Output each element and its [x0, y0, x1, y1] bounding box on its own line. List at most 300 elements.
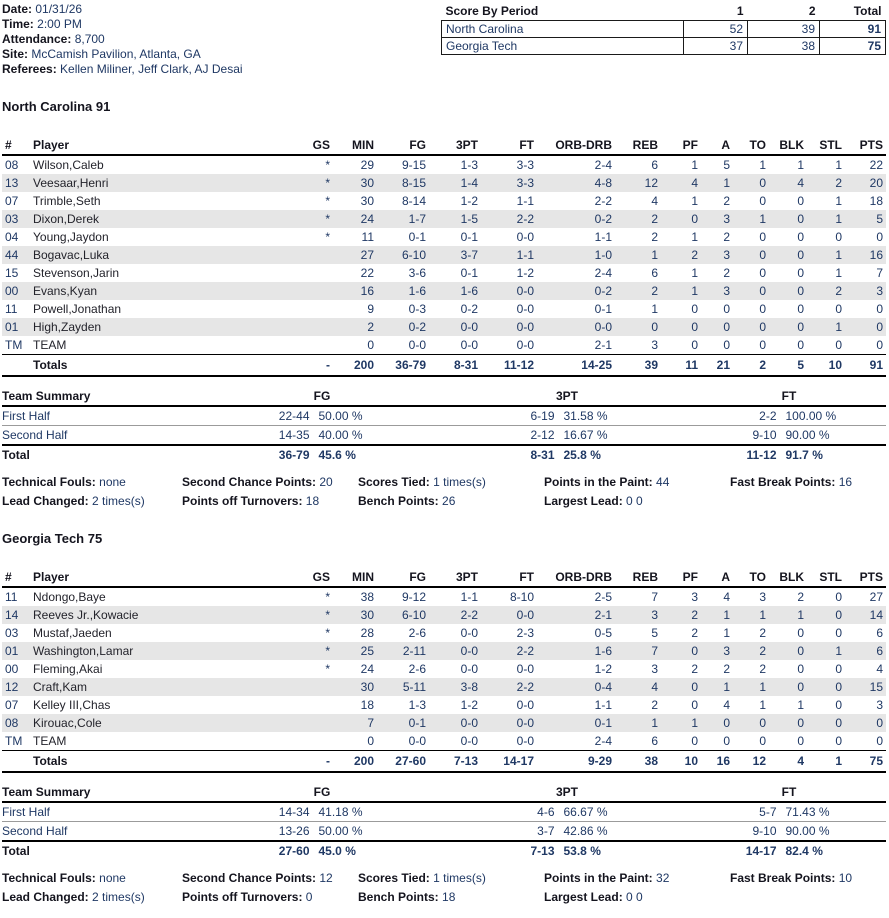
totals-row	[2, 751, 886, 773]
stat-a: 2	[723, 194, 730, 208]
stat-ft: 1-2	[516, 266, 534, 280]
stat-ft: 2-2	[516, 680, 534, 694]
percentage: 91.7 %	[785, 448, 823, 462]
stat-stl: 0	[835, 698, 842, 712]
misc-label: Technical Fouls:	[2, 475, 96, 489]
percentage: 41.18 %	[318, 805, 363, 819]
misc-stat	[182, 493, 358, 509]
column-header-3pt: 3PT	[429, 568, 481, 587]
player-number: 15	[5, 266, 19, 280]
stat-reb: 3	[651, 338, 658, 352]
gs-cell: *	[325, 644, 330, 658]
stat-pts: 0	[876, 734, 883, 748]
stat-pts: 22	[869, 158, 883, 172]
box-header-row	[2, 136, 886, 155]
gs-cell: *	[325, 608, 330, 622]
player-row	[2, 228, 886, 246]
box-score-table	[2, 136, 886, 377]
stat-min: 11	[361, 230, 374, 244]
stat-blk: 0	[797, 302, 804, 316]
score-table-title: Score By Period	[442, 3, 684, 21]
stat-reb: 3	[651, 608, 658, 622]
misc-value: 18	[442, 890, 456, 904]
misc-value: 44	[656, 475, 670, 489]
player-name: High,Zayden	[33, 320, 102, 334]
stat-pf: 0	[691, 212, 698, 226]
totals-stat-blk: 5	[769, 355, 807, 377]
game-referees	[2, 62, 243, 77]
team-name: North Carolina	[442, 21, 684, 38]
stat-min: 2	[367, 320, 374, 334]
stat-ft: 0-0	[516, 338, 534, 352]
stat-min: 22	[360, 266, 374, 280]
stat-a: 3	[723, 284, 730, 298]
stat-reb: 6	[651, 266, 658, 280]
stat-orb-drb: 0-1	[594, 302, 612, 316]
game-attendance-label: Attendance:	[2, 32, 72, 46]
totals-stat-pts: 91	[845, 355, 886, 377]
stat-fg: 1-3	[408, 698, 426, 712]
percentage: 40.00 %	[318, 428, 363, 442]
stat-orb-drb: 0-1	[594, 716, 612, 730]
player-name: Young,Jaydon	[33, 230, 109, 244]
percentage: 42.86 %	[563, 824, 608, 838]
period-1-score: 52	[684, 21, 748, 38]
stat-blk: 0	[797, 230, 804, 244]
stat-3pt: 0-0	[460, 734, 478, 748]
totals-stat-reb: 38	[615, 751, 661, 773]
stat-reb: 2	[651, 284, 658, 298]
player-number: 07	[5, 194, 19, 208]
stat-reb: 1	[651, 302, 658, 316]
totals-stat-reb: 39	[615, 355, 661, 377]
misc-label: Second Chance Points:	[182, 475, 317, 489]
stat-fg: 1-6	[408, 284, 426, 298]
misc-stat	[182, 889, 358, 905]
summary-title: Team Summary	[2, 387, 202, 406]
stat-reb: 1	[651, 248, 658, 262]
totals-stat-fg: 27-60	[377, 751, 429, 773]
column-header-pts: PTS	[845, 568, 886, 587]
stat-blk: 0	[797, 284, 804, 298]
stat-min: 30	[360, 194, 374, 208]
game-date	[2, 2, 243, 17]
stat-orb-drb: 1-6	[594, 644, 612, 658]
percentage: 71.43 %	[785, 805, 830, 819]
made-attempted: 36-79	[278, 448, 310, 462]
stat-min: 16	[360, 284, 374, 298]
team-summary-table	[2, 387, 886, 464]
stat-pts: 4	[876, 662, 883, 676]
stat-fg: 8-14	[401, 194, 426, 208]
stat-pf: 1	[691, 230, 698, 244]
made-attempted: 3-7	[537, 824, 555, 838]
misc-stats	[2, 870, 886, 905]
summary-stat-cell	[692, 406, 886, 426]
totals-stat-ft: 11-12	[481, 355, 537, 377]
player-row	[2, 264, 886, 282]
stat-stl: 1	[835, 644, 842, 658]
made-attempted: 2-12	[530, 428, 555, 442]
header-area	[2, 2, 886, 77]
made-attempted: 9-10	[752, 824, 777, 838]
stat-to: 0	[759, 230, 766, 244]
misc-label: Bench Points:	[358, 890, 439, 904]
game-site-label: Site:	[2, 47, 29, 61]
stat-pts: 0	[876, 230, 883, 244]
summary-column-header-fg: FG	[202, 783, 442, 802]
player-row	[2, 282, 886, 300]
column-header-stl: STL	[807, 568, 845, 587]
stat-min: 30	[360, 680, 374, 694]
period-2-score: 38	[748, 38, 820, 55]
player-name: Fleming,Akai	[33, 662, 103, 676]
made-attempted: 14-35	[278, 428, 310, 442]
stat-a: 2	[723, 662, 730, 676]
stat-to: 0	[759, 248, 766, 262]
column-header-blk: BLK	[769, 136, 807, 155]
summary-row-label: Total	[2, 844, 30, 858]
stat-ft: 1-1	[516, 248, 534, 262]
stat-3pt: 0-0	[460, 320, 478, 334]
stat-reb: 7	[651, 590, 658, 604]
made-attempted: 8-31	[530, 448, 555, 462]
stat-orb-drb: 0-0	[594, 320, 612, 334]
player-name: Trimble,Seth	[33, 194, 101, 208]
stat-a: 0	[723, 320, 730, 334]
stat-stl: 0	[835, 662, 842, 676]
stat-stl: 0	[835, 626, 842, 640]
stat-pf: 2	[691, 248, 698, 262]
stat-fg: 6-10	[401, 248, 426, 262]
stat-to: 0	[759, 266, 766, 280]
stat-orb-drb: 2-1	[594, 608, 612, 622]
stat-blk: 0	[797, 194, 804, 208]
summary-column-header-ft: FT	[692, 387, 886, 406]
stat-ft: 1-1	[516, 194, 534, 208]
stat-3pt: 0-0	[460, 662, 478, 676]
stat-a: 5	[723, 158, 730, 172]
misc-value: 12	[319, 871, 333, 885]
column-header-ft: FT	[481, 136, 537, 155]
stat-reb: 4	[651, 680, 658, 694]
summary-header-row	[2, 783, 886, 802]
misc-stat	[544, 889, 730, 905]
misc-value: none	[99, 475, 126, 489]
player-number: 04	[5, 230, 19, 244]
stat-pf: 0	[691, 338, 698, 352]
stat-min: 24	[360, 212, 374, 226]
stat-stl: 0	[835, 680, 842, 694]
misc-value: 0 0	[626, 890, 643, 904]
summary-stat-cell	[692, 445, 886, 464]
misc-label: Points off Turnovers:	[182, 494, 303, 508]
column-header-min: MIN	[333, 136, 377, 155]
stat-to: 1	[759, 608, 766, 622]
column-header-gs: GS	[295, 136, 333, 155]
summary-column-header-ft: FT	[692, 783, 886, 802]
stat-ft: 0-0	[516, 230, 534, 244]
column-header-reb: REB	[615, 568, 661, 587]
percentage: 53.8 %	[563, 844, 601, 858]
player-name: Reeves Jr.,Kowacie	[33, 608, 139, 622]
stat-fg: 6-10	[401, 608, 426, 622]
stat-pts: 3	[876, 698, 883, 712]
summary-stat-cell	[202, 841, 442, 860]
game-time	[2, 17, 243, 32]
stat-orb-drb: 2-1	[594, 338, 612, 352]
stat-pts: 6	[876, 644, 883, 658]
totals-stat-pf: 11	[661, 355, 701, 377]
gs-cell: *	[325, 626, 330, 640]
player-number: 08	[5, 716, 19, 730]
stat-fg: 5-11	[402, 680, 426, 694]
gs-cell: *	[325, 176, 330, 190]
stat-ft: 0-0	[516, 608, 534, 622]
stat-stl: 1	[835, 320, 842, 334]
misc-value: 32	[656, 871, 670, 885]
stat-stl: 1	[835, 194, 842, 208]
score-row-north-carolina	[442, 21, 886, 38]
stat-pf: 4	[691, 176, 698, 190]
player-row	[2, 174, 886, 192]
player-number: 13	[5, 176, 19, 190]
percentage: 90.00 %	[785, 428, 830, 442]
total-header: Total	[820, 3, 886, 21]
player-row	[2, 192, 886, 210]
stat-to: 0	[759, 176, 766, 190]
stat-pf: 0	[691, 698, 698, 712]
stat-ft: 2-2	[516, 212, 534, 226]
player-name: Evans,Kyan	[33, 284, 98, 298]
team-heading: Georgia Tech 75	[2, 531, 103, 546]
stat-fg: 8-15	[401, 176, 426, 190]
gs-cell: *	[325, 230, 330, 244]
made-attempted: 14-17	[745, 844, 777, 858]
stat-reb: 4	[651, 194, 658, 208]
stat-fg: 0-1	[408, 230, 426, 244]
stat-ft: 0-0	[516, 302, 534, 316]
player-number: 08	[5, 158, 19, 172]
misc-stat	[358, 493, 544, 509]
stat-ft: 8-10	[509, 590, 534, 604]
misc-stat	[730, 474, 886, 490]
totals-stat-to: 2	[733, 355, 769, 377]
total-score: 75	[820, 38, 886, 55]
stat-to: 1	[759, 158, 766, 172]
stat-3pt: 0-0	[460, 644, 478, 658]
stat-a: 4	[723, 698, 730, 712]
game-attendance	[2, 32, 243, 47]
period-2-score: 39	[748, 21, 820, 38]
player-row	[2, 210, 886, 228]
stat-orb-drb: 0-2	[594, 284, 612, 298]
column-header-stl: STL	[807, 136, 845, 155]
summary-stat-cell	[442, 426, 692, 446]
misc-label: Points in the Paint:	[544, 475, 653, 489]
period-2-header: 2	[748, 3, 820, 21]
stat-pf: 1	[691, 284, 698, 298]
misc-value: 0 0	[626, 494, 643, 508]
stat-blk: 1	[797, 698, 804, 712]
player-number: 03	[5, 626, 19, 640]
player-name: Washington,Lamar	[33, 644, 134, 658]
stat-fg: 3-6	[408, 266, 426, 280]
player-name: Mustaf,Jaeden	[33, 626, 112, 640]
totals-stat-pf: 10	[661, 751, 701, 773]
stat-a: 2	[723, 266, 730, 280]
stat-orb-drb: 2-4	[594, 266, 612, 280]
player-number: 11	[5, 302, 18, 316]
misc-label: Largest Lead:	[544, 494, 623, 508]
stat-orb-drb: 1-2	[594, 662, 612, 676]
game-time-value: 2:00 PM	[37, 17, 82, 31]
stat-reb: 5	[651, 626, 658, 640]
game-site	[2, 47, 243, 62]
total-score: 91	[820, 21, 886, 38]
stat-3pt: 3-8	[460, 680, 478, 694]
made-attempted: 13-26	[278, 824, 310, 838]
stat-a: 0	[723, 302, 730, 316]
misc-value: 2 times(s)	[92, 494, 145, 508]
stat-stl: 0	[835, 338, 842, 352]
stat-blk: 0	[797, 338, 804, 352]
stat-min: 27	[360, 248, 374, 262]
stat-pts: 18	[869, 194, 883, 208]
player-name: Kelley III,Chas	[33, 698, 111, 712]
misc-stat	[182, 870, 358, 886]
column-header-to: TO	[733, 568, 769, 587]
stat-3pt: 2-2	[460, 608, 478, 622]
totals-stat-to: 12	[733, 751, 769, 773]
column-header-to: TO	[733, 136, 769, 155]
summary-row	[2, 426, 886, 446]
stat-3pt: 0-1	[460, 230, 478, 244]
box-header-row	[2, 568, 886, 587]
totals-stat-a: 16	[701, 751, 733, 773]
game-referees-label: Referees:	[2, 62, 57, 76]
stat-fg: 9-15	[401, 158, 426, 172]
stat-orb-drb: 2-4	[594, 158, 612, 172]
stat-a: 3	[723, 644, 730, 658]
gs-cell	[295, 732, 333, 751]
player-name: TEAM	[33, 734, 67, 748]
column-header-pf: PF	[661, 136, 701, 155]
stat-blk: 0	[797, 320, 804, 334]
summary-stat-cell	[692, 426, 886, 446]
misc-value: 20	[319, 475, 333, 489]
stat-to: 1	[759, 680, 766, 694]
stat-pts: 0	[876, 716, 883, 730]
summary-row-label: Second Half	[2, 426, 202, 446]
percentage: 45.6 %	[318, 448, 356, 462]
player-name: Kirouac,Cole	[33, 716, 102, 730]
player-number: 07	[5, 698, 19, 712]
stat-ft: 0-0	[516, 320, 534, 334]
stat-pts: 7	[876, 266, 883, 280]
misc-label: Largest Lead:	[544, 890, 623, 904]
column-header-blk: BLK	[769, 568, 807, 587]
column-header-ft: FT	[481, 568, 537, 587]
misc-label: Scores Tied:	[358, 871, 430, 885]
stat-a: 1	[723, 680, 730, 694]
summary-stat-cell	[202, 445, 442, 464]
gs-cell: *	[325, 194, 330, 208]
stat-stl: 0	[835, 734, 842, 748]
stat-stl: 0	[835, 608, 842, 622]
team-name: Georgia Tech	[442, 38, 684, 55]
player-number: 12	[5, 680, 19, 694]
summary-row-label: First Half	[2, 406, 202, 426]
stat-pf: 0	[691, 734, 698, 748]
player-name: TEAM	[33, 338, 67, 352]
summary-stat-cell	[692, 841, 886, 860]
game-referees-value: Kellen Miliner, Jeff Clark, AJ Desai	[60, 62, 243, 76]
misc-value: 16	[838, 475, 853, 489]
player-name: Veesaar,Henri	[33, 176, 109, 190]
misc-label: Points off Turnovers:	[182, 890, 303, 904]
totals-stat-min: 200	[333, 355, 377, 377]
summary-stat-cell	[442, 822, 692, 842]
stat-ft: 0-0	[516, 716, 534, 730]
made-attempted: 22-44	[278, 409, 310, 423]
made-attempted: 6-19	[530, 409, 555, 423]
player-row	[2, 155, 886, 174]
stat-to: 3	[759, 590, 766, 604]
stat-reb: 1	[651, 716, 658, 730]
misc-label: Scores Tied:	[358, 475, 430, 489]
player-name: Powell,Jonathan	[33, 302, 122, 316]
summary-column-header-fg: FG	[202, 387, 442, 406]
column-header-orb-drb: ORB-DRB	[537, 568, 615, 587]
totals-row	[2, 355, 886, 377]
stat-blk: 0	[797, 248, 804, 262]
game-time-label: Time:	[2, 17, 34, 31]
stat-fg: 0-0	[408, 338, 426, 352]
player-number: 44	[5, 248, 19, 262]
made-attempted: 4-6	[537, 805, 555, 819]
stat-blk: 2	[797, 590, 804, 604]
stat-fg: 0-2	[408, 320, 426, 334]
misc-value: 2 times(s)	[92, 890, 145, 904]
stat-to: 0	[759, 302, 766, 316]
percentage: 50.00 %	[318, 409, 363, 423]
stat-3pt: 1-4	[460, 176, 478, 190]
stat-orb-drb: 1-0	[594, 248, 612, 262]
gs-cell: *	[325, 590, 330, 604]
stat-a: 4	[723, 590, 730, 604]
stat-min: 30	[360, 176, 374, 190]
stat-ft: 0-0	[516, 662, 534, 676]
misc-stat	[358, 889, 544, 905]
totals-stat-orb-drb: 14-25	[537, 355, 615, 377]
totals-stat-ft: 14-17	[481, 751, 537, 773]
stat-pts: 15	[869, 680, 883, 694]
misc-stat	[544, 474, 730, 490]
misc-stat	[544, 870, 730, 886]
stat-a: 0	[723, 734, 730, 748]
misc-value: 18	[305, 494, 320, 508]
stat-pts: 5	[876, 212, 883, 226]
percentage: 100.00 %	[785, 409, 837, 423]
stat-reb: 12	[644, 176, 658, 190]
team-heading: North Carolina 91	[2, 99, 111, 114]
stat-a: 1	[723, 608, 730, 622]
misc-stat	[544, 493, 730, 509]
stat-ft: 2-2	[516, 644, 534, 658]
stat-blk: 1	[797, 608, 804, 622]
period-1-score: 37	[684, 38, 748, 55]
